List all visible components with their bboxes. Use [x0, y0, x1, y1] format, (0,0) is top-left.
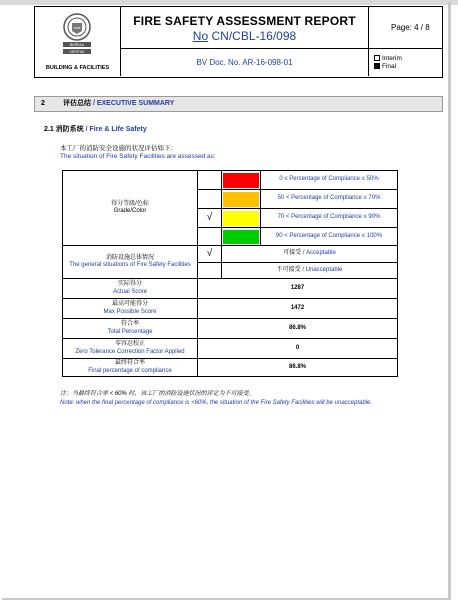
svg-text:BUREAU: BUREAU — [69, 43, 85, 47]
grade-color-orange — [221, 189, 261, 209]
report-title: FIRE SAFETY ASSESSMENT REPORT — [133, 14, 356, 28]
grade-color-yellow — [221, 208, 261, 228]
grade-check-1 — [197, 170, 222, 190]
status-final: Final — [374, 63, 396, 70]
intro-text: 本工厂的消防安全设施的状况评估如下： The situation of Fire Safety Facilities are assessed as: — [60, 145, 216, 160]
grade-color-green — [221, 227, 261, 246]
red-swatch — [223, 173, 259, 188]
section-heading: 2 评估总结 / EXECUTIVE SUMMARY — [34, 96, 443, 112]
department-label: BUILDING & FACILITIES — [45, 65, 110, 71]
final-percentage-value: 86.8% — [197, 358, 398, 377]
grade-range-3: 70 < Percentage of Compliance ≤ 90% — [260, 208, 398, 228]
yellow-swatch — [223, 211, 259, 226]
total-percentage-label: 符合率 Total Percentage — [62, 318, 198, 339]
unacceptable-option: 不可接受 / Unacceptable — [221, 262, 398, 279]
page-number-cell — [369, 7, 442, 49]
bureau-veritas-logo — [61, 12, 93, 58]
svg-text:1828: 1828 — [73, 26, 81, 30]
grade-range-4: 90 < Percentage of Compliance ≤ 100% — [260, 227, 398, 246]
grade-color-red — [221, 170, 261, 190]
max-score-value: 1472 — [197, 298, 398, 319]
page-number: Page: 4 / 8 — [391, 23, 430, 32]
acceptable-check: √ — [197, 245, 222, 263]
zero-tolerance-value: 0 — [197, 338, 398, 359]
max-score-label: 最高可能得分 Max Possible Score — [62, 298, 198, 319]
report-number: No CN/CBL-16/098 — [192, 29, 297, 43]
svg-text:VERITAS: VERITAS — [69, 50, 85, 54]
total-percentage-value: 86.8% — [197, 318, 398, 339]
title-cell — [121, 7, 369, 49]
grade-check-2 — [197, 189, 222, 209]
report-status — [369, 49, 442, 76]
acceptable-option: 可接受 / Acceptable — [221, 245, 398, 263]
grade-check-4 — [197, 227, 222, 246]
final-percentage-label: 最终符合率 Final percentage of compliance — [62, 358, 198, 377]
orange-swatch — [223, 192, 259, 207]
grade-label-cell: 得分等级/色标 Grade/Color — [62, 170, 198, 246]
assessment-table — [62, 170, 398, 377]
general-situation-label: 消防设施总体情况 The general situations of Fire Safety Facilities — [62, 245, 198, 279]
report-header — [34, 6, 443, 78]
grade-range-2: 50 < Percentage of Compliance ≤ 70% — [260, 189, 398, 209]
unacceptable-check — [197, 262, 222, 279]
zero-tolerance-label: 零容忍校正 Zero Tolerance Correction Factor Applied — [62, 338, 198, 359]
grade-range-1: 0 ≤ Percentage of Compliance ≤ 50% — [260, 170, 398, 190]
interim-checkbox — [374, 55, 380, 61]
actual-score-label: 实际得分 Actual Score — [62, 278, 198, 299]
final-checkbox — [374, 63, 380, 69]
grade-check-3: √ — [197, 208, 222, 228]
compliance-note: 注：当最终符合率 < 60% 时，该工厂的消防设施状况的评定为不可接受。 Note: when the final percentage of compliance is <60%, the situation of the Fire Safety Facilities will be unacceptable. — [60, 391, 373, 406]
bv-doc-number: BV Doc. No. AR-16-098-01 — [121, 49, 369, 76]
green-swatch — [223, 230, 259, 244]
logo-cell — [35, 7, 121, 76]
subsection-heading: 2.1 消防系统 / Fire & Life Safety — [44, 126, 147, 133]
status-interim: Interim — [374, 55, 402, 62]
actual-score-value: 1287 — [197, 278, 398, 299]
